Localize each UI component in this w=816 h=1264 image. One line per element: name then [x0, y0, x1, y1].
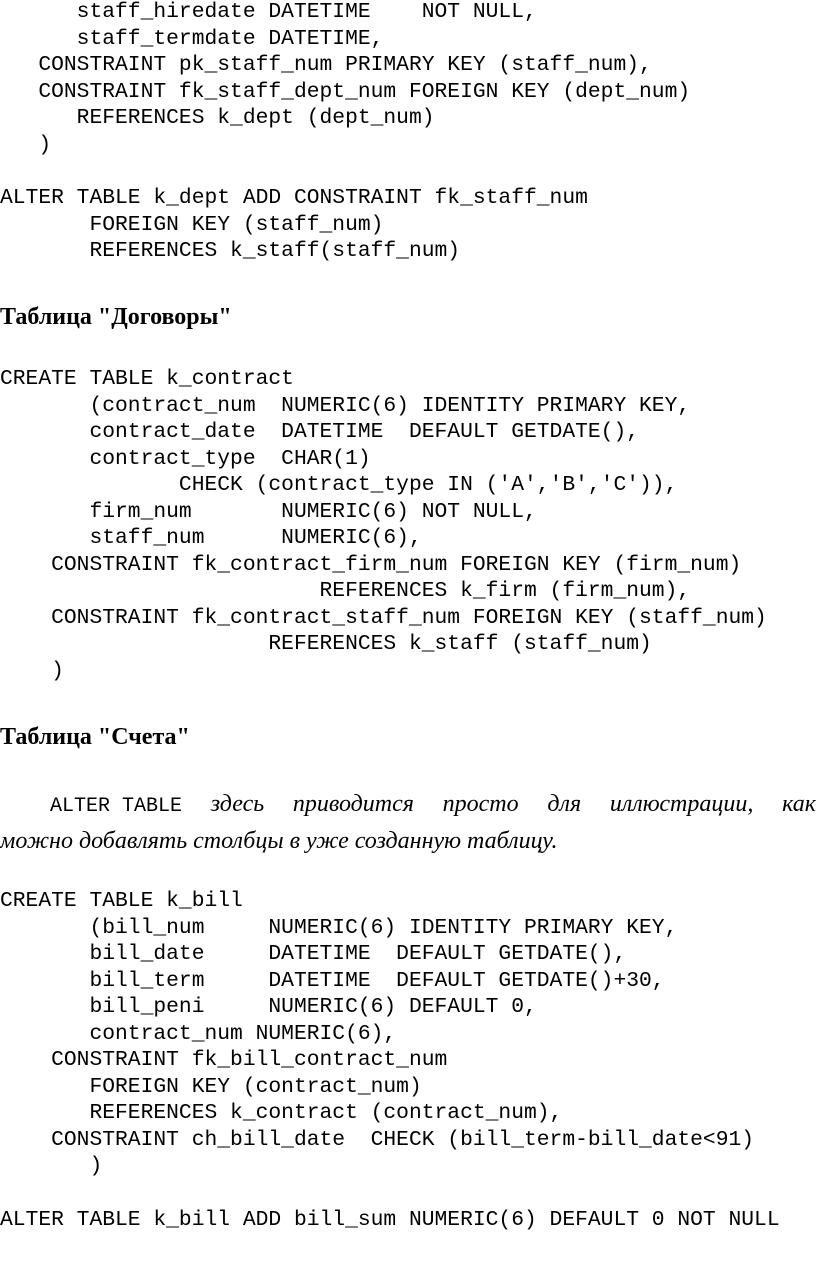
- heading-bills: Таблица "Счета": [0, 724, 190, 750]
- note-line-1: [0, 787, 816, 824]
- code-block-alter-bill: ALTER TABLE k_bill ADD bill_sum NUMERIC(6) DEFAULT 0 NOT NULL: [0, 1208, 780, 1232]
- note-word: для: [547, 791, 582, 817]
- note-word: иллюстрации,: [609, 791, 754, 817]
- code-block-create-bill: CREATE TABLE k_bill (bill_num NUMERIC(6) IDENTITY PRIMARY KEY, bill_date DATETIME DEFAULT GETDATE(), bill_term DATETIME DEFAULT GETDATE()+30, bill_peni NUMERIC(6) DEFAULT 0, contract_num NUMERIC(6), CONSTRAINT fk_bill_contract_num FOREIGN KEY (contract_num) REFERENCES k_contract (contract_num), CONSTRAINT ch_bill_date CHECK (bill_term-bill_date<91) ): [0, 889, 755, 1178]
- note-line-2: можно добавлять столбцы в уже созданную таблицу.: [0, 828, 558, 854]
- note-word: здесь: [210, 791, 265, 817]
- note-code: [0, 787, 182, 824]
- note-word: как: [782, 791, 816, 817]
- note-paragraph: [0, 787, 816, 858]
- note-word: приводится: [292, 791, 414, 817]
- note-code-alter: ALTER: [50, 795, 111, 818]
- code-block-alter-dept: ALTER TABLE k_dept ADD CONSTRAINT fk_staff_num FOREIGN KEY (staff_num) REFERENCES k_staff(staff_num): [0, 186, 588, 263]
- code-block-staff-table-end: staff_hiredate DATETIME NOT NULL, staff_termdate DATETIME, CONSTRAINT pk_staff_num PRIMARY KEY (staff_num), CONSTRAINT fk_staff_dept_num FOREIGN KEY (dept_num) REFERENCES k_dept (dept_num) ): [38, 0, 691, 157]
- heading-contracts: Таблица "Договоры": [0, 304, 232, 330]
- note-word: просто: [442, 791, 519, 817]
- note-code-table: TABLE: [122, 795, 183, 818]
- code-block-create-contract: CREATE TABLE k_contract (contract_num NUMERIC(6) IDENTITY PRIMARY KEY, contract_date DATETIME DEFAULT GETDATE(), contract_type CHAR(1) CHECK (contract_type IN ('A','B','C')), firm_num NUMERIC(6) NOT NULL, staff_num NUMERIC(6), CONSTRAINT fk_contract_firm_num FOREIGN KEY (firm_num) REFERENCES k_firm (firm_num), CONSTRAINT fk_contract_staff_num FOREIGN KEY (staff_num) REFERENCES k_staff (staff_num) ): [0, 367, 767, 683]
